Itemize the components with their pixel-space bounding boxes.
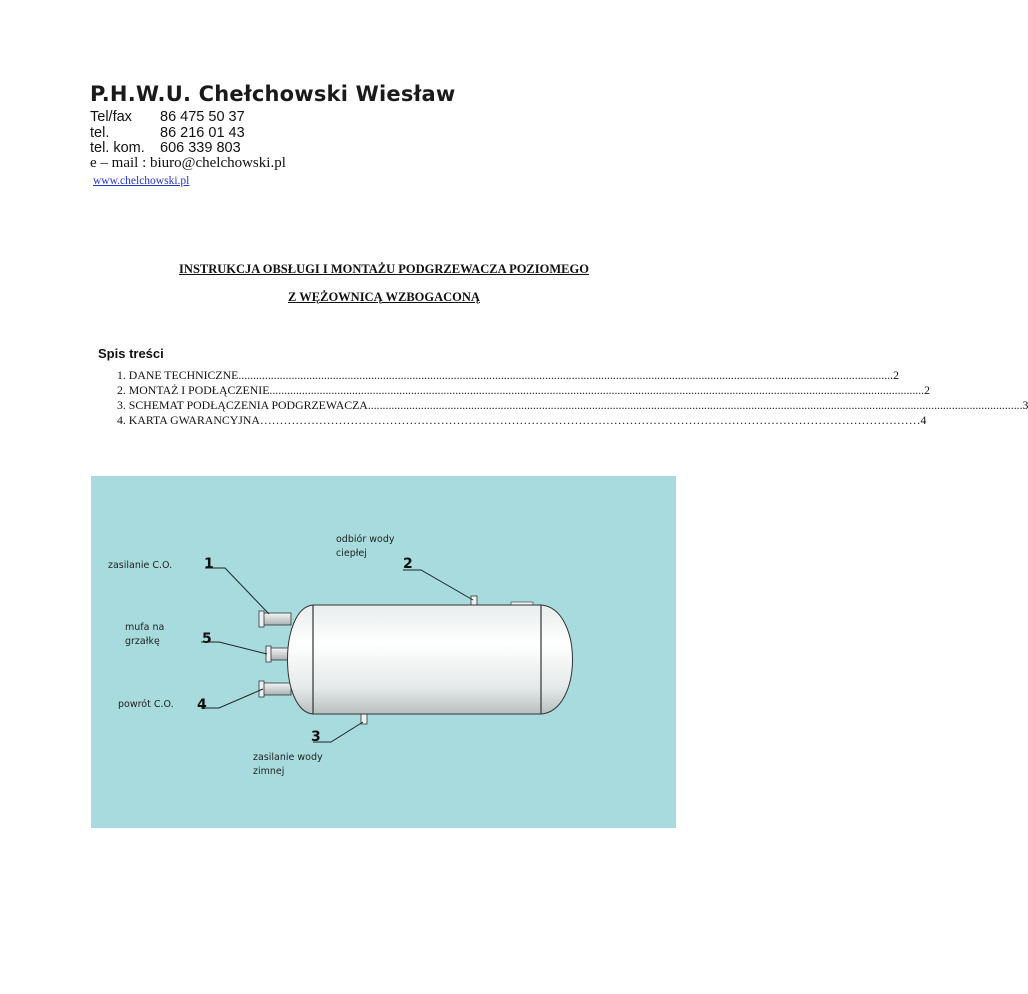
- label-mufa-line1: mufa na: [125, 622, 165, 633]
- toc-item-page: 4: [920, 413, 927, 427]
- label-zimna-line1: zasilanie wody: [253, 752, 323, 763]
- email: e – mail : biuro@chelchowski.pl: [90, 155, 286, 171]
- contact-value: 86 216 01 43: [160, 125, 245, 141]
- toc-item[interactable]: [117, 368, 899, 383]
- toc-heading: Spis treści: [98, 346, 164, 361]
- contact-tel-fax: [90, 109, 245, 125]
- toc-item-page: 2: [893, 368, 899, 382]
- toc-leader: ……………………………………………………………………………………………………………………………………………………: [259, 413, 921, 427]
- number-4: 4: [197, 697, 207, 713]
- heater-diagram: [91, 476, 676, 828]
- document-title-line2: Z WĘŻOWNICĄ WZBOGACONĄ: [288, 290, 480, 304]
- toc-item[interactable]: [117, 383, 931, 398]
- document-title-line1: INSTRUKCJA OBSŁUGI I MONTAŻU PODGRZEWACZA POZIOMEGO: [179, 262, 589, 276]
- company-name: P.H.W.U. Chełchowski Wiesław: [90, 82, 456, 106]
- toc-item[interactable]: [117, 398, 1028, 413]
- toc-item-title: 3. SCHEMAT PODŁĄCZENIA PODGRZEWACZA: [117, 398, 368, 412]
- toc-item-title: 2. MONTAŻ I PODŁĄCZENIE: [117, 383, 270, 397]
- toc-item-title: 1. DANE TECHNICZNE: [117, 368, 239, 382]
- toc-item-page: 3: [1022, 398, 1028, 412]
- heater-diagram-svg: [91, 476, 676, 828]
- label-powrot-co: powrót C.O.: [118, 699, 174, 710]
- label-mufa-line2: grzałkę: [125, 636, 160, 647]
- pipe-zasilanie-co: [259, 611, 291, 627]
- number-5: 5: [202, 631, 212, 647]
- contact-value: 86 475 50 37: [160, 109, 245, 125]
- number-1: 1: [204, 556, 214, 572]
- tank: [288, 605, 573, 714]
- contact-label: tel.: [90, 125, 110, 141]
- label-zimna-line2: zimnej: [253, 766, 285, 777]
- number-2: 2: [403, 556, 413, 572]
- toc-leader: ..............................................................................................................................................................................................................................: [269, 383, 925, 397]
- pipe-powrot-co: [259, 681, 291, 697]
- label-odbior-line2: ciepłej: [336, 548, 367, 559]
- contact-label: Tel/fax: [90, 109, 132, 125]
- toc-item[interactable]: [117, 413, 927, 428]
- website-link[interactable]: www.chelchowski.pl: [93, 175, 190, 187]
- toc-leader: ..............................................................................................................................................................................................................................: [367, 398, 1023, 412]
- toc-leader: ..............................................................................................................................................................................................................................: [238, 368, 894, 382]
- contact-label: tel. kom.: [90, 140, 145, 156]
- toc-item-title: 4. KARTA GWARANCYJNA: [117, 413, 260, 427]
- number-3: 3: [311, 729, 321, 745]
- toc-item-page: 2: [924, 383, 931, 397]
- label-zasilanie-co: zasilanie C.O.: [108, 560, 173, 571]
- contact-tel: [90, 125, 245, 141]
- contact-mobile: [90, 140, 241, 156]
- label-odbior-line1: odbiór wody: [336, 534, 395, 545]
- contact-value: 606 339 803: [160, 140, 241, 156]
